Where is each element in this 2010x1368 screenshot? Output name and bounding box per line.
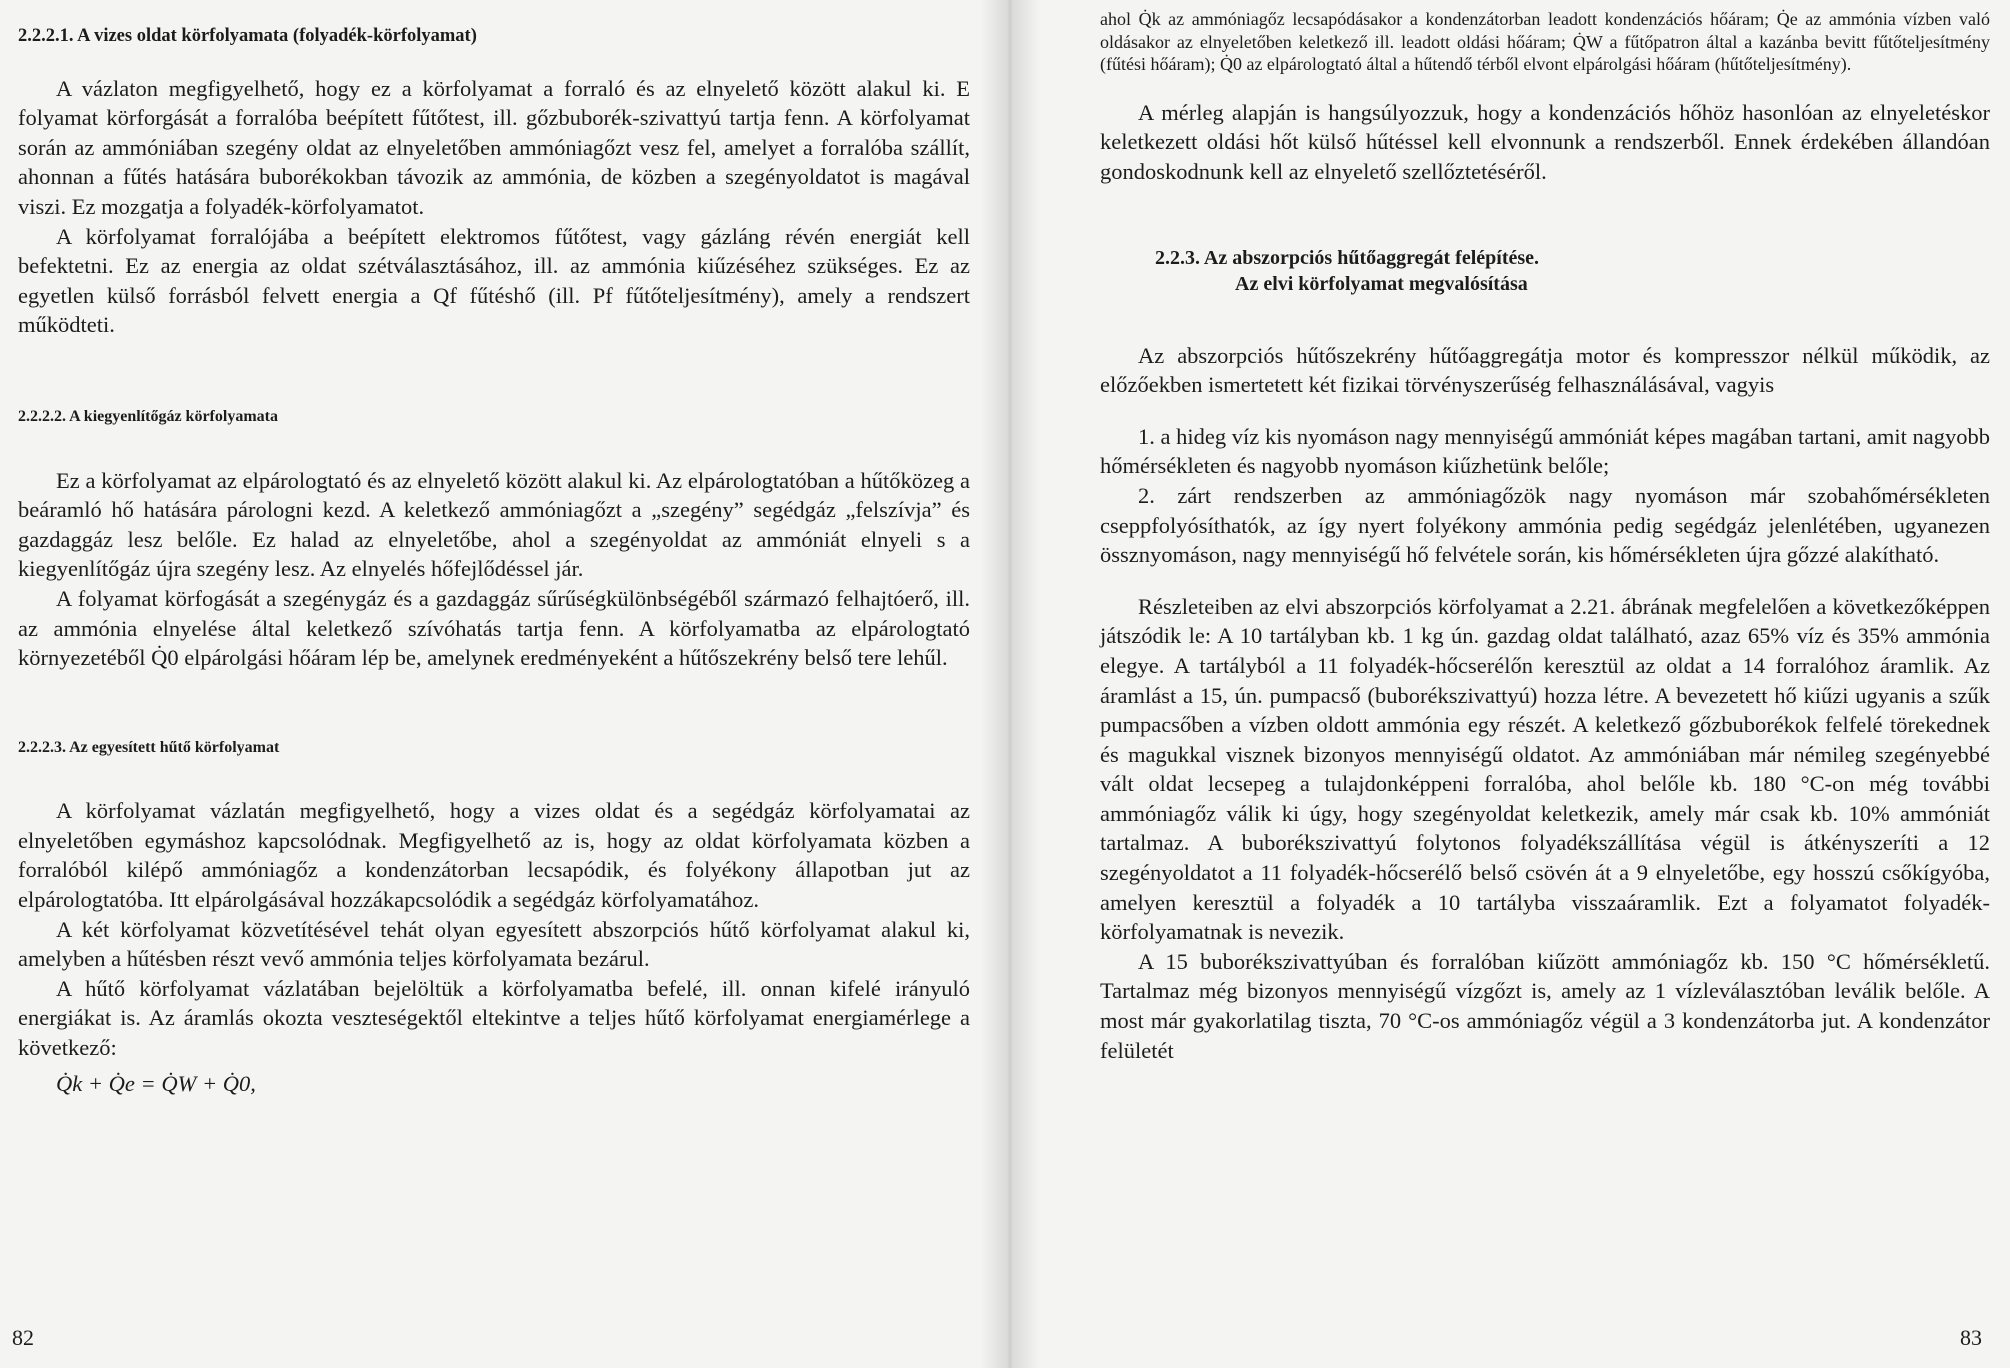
section-heading-line-2: Az elvi körfolyamat megvalósítása <box>1235 272 1528 295</box>
section-heading-line-1: 2.2.3. Az abszorpciós hűtőaggregát felépítése. <box>1155 246 1540 269</box>
paragraph: A körfolyamat forralójába a beépített elektromos fűtőtest, vagy gázláng révén energiát kell befektetni. Ez az energia az oldat szétválasztásához, ill. az ammónia kiűzéséhez szükséges. Ez az egyetlen külső forrásból felvett energia a Qf fűtéshő (ill. Pf fűtőteljesítmény), amely a rendszert működteti. <box>18 223 970 338</box>
section-heading-2-2-3 <box>1100 245 1990 297</box>
page-number-right: 83 <box>1960 1325 1982 1350</box>
paragraph: A 15 buborékszivattyúban és forralóban kiűzött ammóniagőz kb. 150 °C hőmérsékletű. Tartalmaz még bizonyos mennyiségű vízgőzt is, amely az 1 vízleválasztóban leválik belőle. A most már gyakorlatilag tiszta, 70 °C-os ammóniagőz végül a 3 kondenzátorba jut. A kondenzátor felületét <box>1100 948 1990 1063</box>
paragraph: A vázlaton megfigyelhető, hogy ez a körfolyamat a forraló és az elnyelető között alakul ki. E folyamat körforgását a forralóba beépített fűtőtest, ill. gőzbuborék-szivattyú tartja fenn. A körfolyamat során az ammóniában szegény oldat az elnyeletőben ammóniagőzt vesz fel, amelyet a forralóba szállít, ahonnan a fűtés hatására buborékokban távozik az ammónia, de közben a szegényoldatot is magával viszi. Ez mozgatja a folyadék-körfolyamatot. <box>18 75 970 219</box>
book-gutter <box>980 0 1040 1368</box>
right-column <box>1100 8 1990 1065</box>
paragraph: A mérleg alapján is hangsúlyozzuk, hogy a kondenzációs hőhöz hasonlóan az elnyeletéskor keletkezett oldási hőt külső hűtéssel kell elvonnunk a rendszerből. Ennek érdekében állandóan gondoskodnunk kell az elnyelető szellőztetéséről. <box>1100 99 1990 184</box>
paragraph: Részleteiben az elvi abszorpciós körfolyamat a 2.21. ábrának megfelelően a következőképpen játszódik le: A 10 tartályban kb. 1 kg ún. gazdag oldat található, azaz 65% víz és 35% ammónia elegye. A tartályból a 11 folyadék-hőcserélőn keresztül az oldat a 14 forralóhoz áramlik. Az áramlást a 15, ún. pumpacső (buborékszivattyú) hozza létre. A bevezetett hő kiűzi ugyanis a szűk pumpacsőben a vízben oldott ammónia egy részét. A keletkező gőzbuborékok felfelé törekednek és magukkal visznek bizonyos mennyiségű oldatot. Az ammóniában már némileg szegényebbé vált oldat lecsepeg a tulajdonképpeni forralóba, ahol belőle kb. 180 °C-on még további ammóniagőz válik ki úgy, hogy szegényoldat keletkezik, amely már csak kb. 10% ammóniát tartalmaz. A buborékszivattyú folytonos folyadékszállítása végül is átkényszeríti a 12 szegényoldatot a 11 folyadék-hőcserélő belső csövén át a 9 elnyeletőbe, egy hosszú csőkígyóba, amelyen keresztül a folyadék a 10 tartályba visszaáramlik. Ezt a folyamatot folyadék-körfolyamatnak is nevezik. <box>1100 593 1990 945</box>
paragraph: Az abszorpciós hűtőszekrény hűtőaggregátja motor és kompresszor nélkül működik, az előzőekben ismertetett két fizikai törvényszerűség felhasználásával, vagyis <box>1100 342 1990 398</box>
paragraph: A körfolyamat vázlatán megfigyelhető, hogy a vizes oldat és a segédgáz körfolyamatai az elnyeletőben egymáshoz kapcsolódnak. Megfigyelhető az is, hogy az oldat körfolyamata közben a forralóból kilépő ammóniagőz a kondenzátorban lecsapódik, és folyékony állapotban jut az elpárologtatóba. Itt elpárolgásával hozzákapcsolódik a segédgáz körfolyamatához. <box>18 798 970 913</box>
list-item: 2. zárt rendszerben az ammóniagőzök nagy nyomáson már szobahőmérsékleten cseppfolyósíthatók, az így nyert folyékony ammónia pedig segédgáz jelenlétében, ugyanezen össznyomáson, nagy mennyiségű hő felvétele során, kis hőmérsékleten újra gőzzé alakítható. <box>1100 482 1990 568</box>
section-heading-2-2-2-2: 2.2.2.2. A kiegyenlítőgáz körfolyamata <box>18 407 278 425</box>
paragraph: Ez a körfolyamat az elpárologtató és az elnyelető között alakul ki. Az elpárologtatóban a hűtőközeg a beáramló hő hatására párologni kezd. A keletkező ammóniagőzt a „szegény” segédgáz „felszívja” és gazdaggáz lesz belőle. Ez halad az elnyeletőbe, ahol a szegényoldat az ammóniát elnyeli s a kiegyenlítőgáz újra szegény lesz. Az elnyelés hőfejlődéssel jár. <box>18 467 970 582</box>
energy-balance-formula: Q̇k + Q̇e = Q̇W + Q̇0, <box>56 1070 256 1096</box>
section-heading-2-2-2-1: 2.2.2.1. A vizes oldat körfolyamata (folyadék-körfolyamat) <box>18 26 477 46</box>
paragraph: A két körfolyamat közvetítésével tehát olyan egyesített abszorpciós hűtő körfolyamat alakul ki, amelyben a hűtésben részt vevő ammónia teljes körfolyamata bezárul. <box>18 916 970 972</box>
page-number-left: 82 <box>12 1325 34 1350</box>
left-column <box>18 8 970 1098</box>
list-item: 1. a hideg víz kis nyomáson nagy mennyiségű ammóniát képes magában tartani, amit nagyobb hőmérsékleten és nagyobb nyomáson kiűzhetünk belőle; <box>1100 423 1990 479</box>
section-heading-2-2-2-3: 2.2.2.3. Az egyesített hűtő körfolyamat <box>18 738 280 756</box>
paragraph: A hűtő körfolyamat vázlatában bejelöltük a körfolyamatba befelé, ill. onnan kifelé irányuló energiákat is. Az áramlás okozta veszteségektől eltekintve a teljes hűtő körfolyamat energiamérlege a következő: <box>18 975 970 1061</box>
paragraph: A folyamat körfogását a szegénygáz és a gazdaggáz sűrűségkülönbségéből származó felhajtóerő, ill. az ammónia elnyelése által keletkező szívóhatás tartja fenn. A körfolyamatba az elpárologtató környezetéből Q̇0 elpárolgási hőáram lép be, amelynek eredményeként a hűtőszekrény belső tere lehűl. <box>18 585 970 671</box>
formula-notes: ahol Q̇k az ammóniagőz lecsapódásakor a kondenzátorban leadott kondenzációs hőáram; Q̇e az ammónia vízben való oldásakor az elnyeletőben keletkező ill. leadott oldási hőáram; Q̇W a fűtőpatron által a kazánba bevitt fűtőteljesítmény (fűtési hőáram); Q̇0 az elpárologtató által a hűtendő térből elvont elpárolgási hőáram (hűtőteljesítmény). <box>1100 9 1990 75</box>
